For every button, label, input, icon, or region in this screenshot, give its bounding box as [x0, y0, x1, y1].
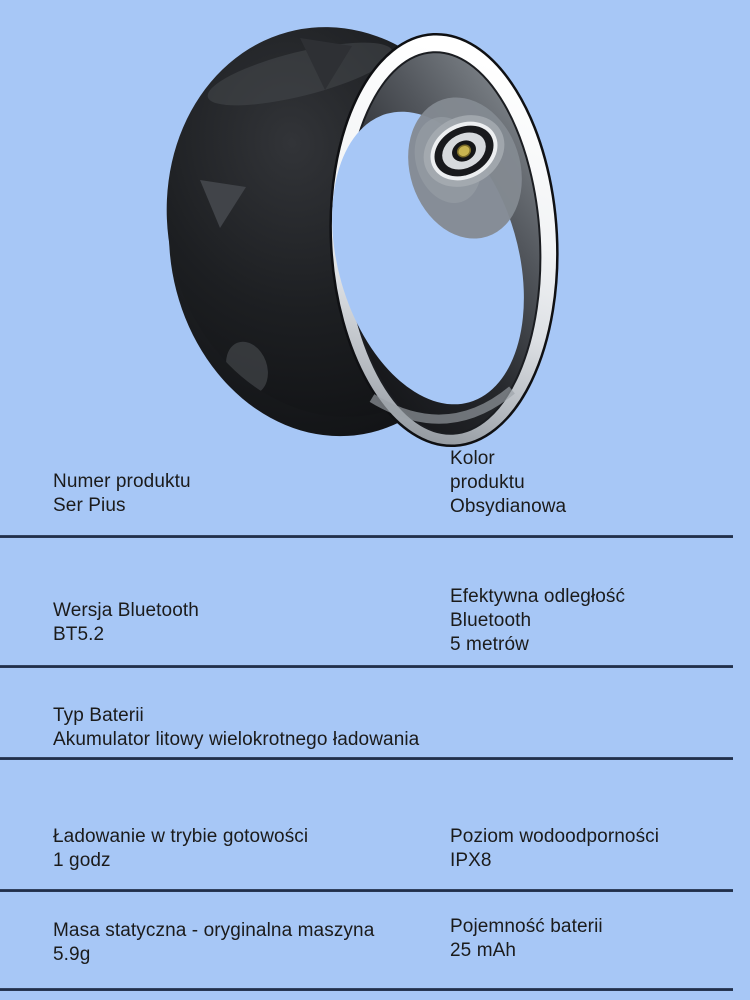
spec-standby-charging — [53, 825, 308, 873]
spec-bluetooth-version — [53, 599, 199, 647]
spec-label: Poziom wodoodporności — [450, 826, 660, 847]
spec-static-weight — [53, 919, 374, 967]
spec-label: Typ Baterii — [53, 705, 144, 726]
spec-label: Wersja Bluetooth — [53, 600, 199, 621]
spec-label: Masa statyczna - oryginalna maszyna — [53, 920, 375, 941]
divider — [0, 757, 733, 760]
spec-value: BT5.2 — [53, 624, 105, 645]
smart-ring-image — [150, 8, 580, 458]
spec-battery-capacity — [450, 915, 603, 963]
divider — [0, 889, 733, 892]
spec-label: Ładowanie w trybie gotowości — [53, 826, 309, 847]
divider — [0, 988, 733, 991]
spec-bluetooth-range — [450, 585, 625, 657]
spec-value: 5.9g — [53, 944, 91, 965]
spec-value: Obsydianowa — [450, 496, 567, 517]
spec-label: Numer produktu — [53, 471, 191, 492]
spec-product-color — [450, 447, 566, 519]
divider — [0, 665, 733, 668]
divider — [0, 535, 733, 538]
spec-value: 5 metrów — [450, 634, 529, 655]
spec-label: Kolor — [450, 448, 495, 469]
smart-ring-graphic — [150, 8, 580, 458]
spec-value: Ser Pius — [53, 495, 126, 516]
spec-label: Pojemność baterii — [450, 916, 603, 937]
spec-value: IPX8 — [450, 850, 492, 871]
spec-label: Efektywna odległość — [450, 586, 626, 607]
spec-label: Bluetooth — [450, 610, 532, 631]
spec-value: Akumulator litowy wielokrotnego ładowania — [53, 729, 420, 750]
spec-value: 1 godz — [53, 850, 111, 871]
spec-product-number — [53, 470, 191, 518]
spec-value: 25 mAh — [450, 940, 517, 961]
spec-battery-type — [53, 704, 419, 752]
spec-waterproof-level — [450, 825, 659, 873]
spec-label: produktu — [450, 472, 525, 493]
